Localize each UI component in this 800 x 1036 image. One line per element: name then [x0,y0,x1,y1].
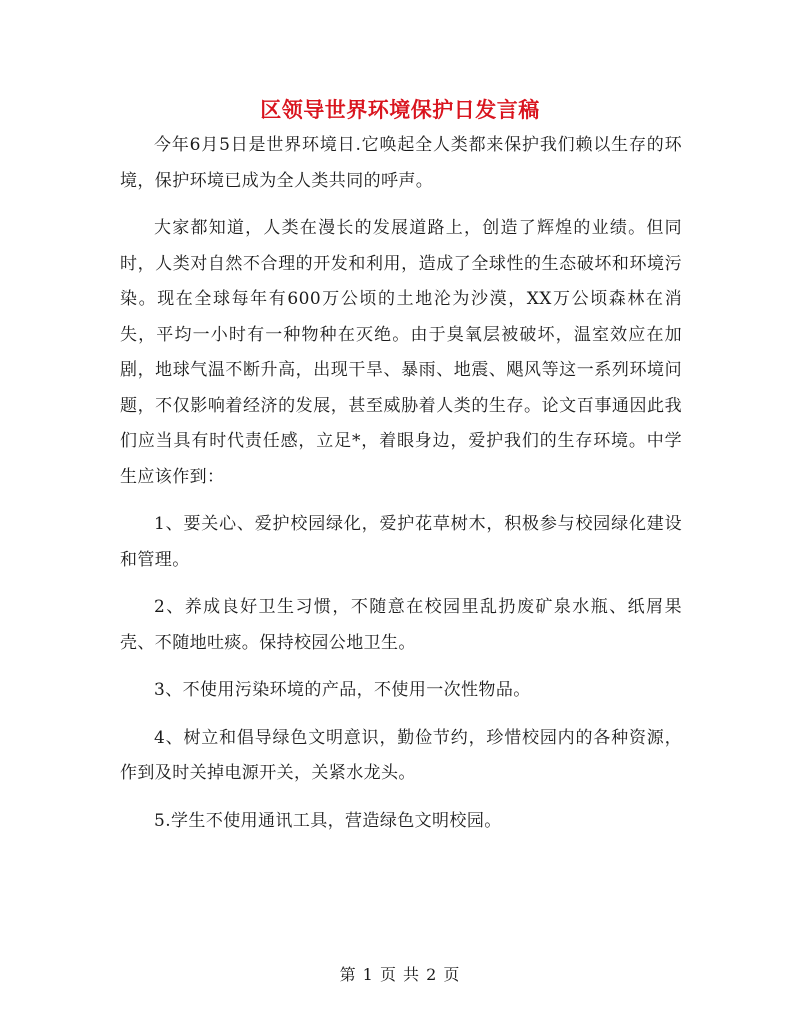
list-item-3: 3、不使用污染环境的产品，不使用一次性物品。 [154,680,531,700]
list-item-1: 1、要关心、爱护校园绿化，爱护花草树木，积极参与校园绿化建设和管理。 [120,514,682,570]
list-item-5: 5.学生不使用通讯工具，营造绿色文明校园。 [154,810,502,831]
document-body [120,128,682,851]
list-item-2: 2、养成良好卫生习惯，不随意在校园里乱扔废矿泉水瓶、纸屑果壳、不随地吐痰。保持校园公地卫生。 [120,597,682,653]
list-item-4: 4、树立和倡导绿色文明意识，勤俭节约，珍惜校园内的各种资源，作到及时关掉电源开关，关紧水龙头。 [120,727,682,783]
paragraph-background: 大家都知道，人类在漫长的发展道路上，创造了辉煌的业绩。但同时，人类对自然不合理的开发和利用，造成了全球性的生态破坏和环境污染。现在全球每年有600万公顷的土地沦为沙漠，XX万公顷森林在消失，平均一小时有一种物种在灭绝。由于臭氧层被破坏，温室效应在加剧，地球气温不断升高，出现干旱、暴雨、地震、飓风等这一系列环境问题，不仅影响着经济的发展，甚至威胁着人类的生存。论文百事通因此我们应当具有时代责任感，立足*，着眼身边，爱护我们的生存环境。中学生应该作到： [120,218,682,487]
page-number-footer: 第 1 页 共 2 页 [339,965,461,984]
paragraph-intro: 今年6月5日是世界环境日.它唤起全人类都来保护我们赖以生存的环境，保护环境已成为全人类共同的呼声。 [120,135,682,191]
document-title: 区领导世界环境保护日发言稿 [260,97,540,122]
